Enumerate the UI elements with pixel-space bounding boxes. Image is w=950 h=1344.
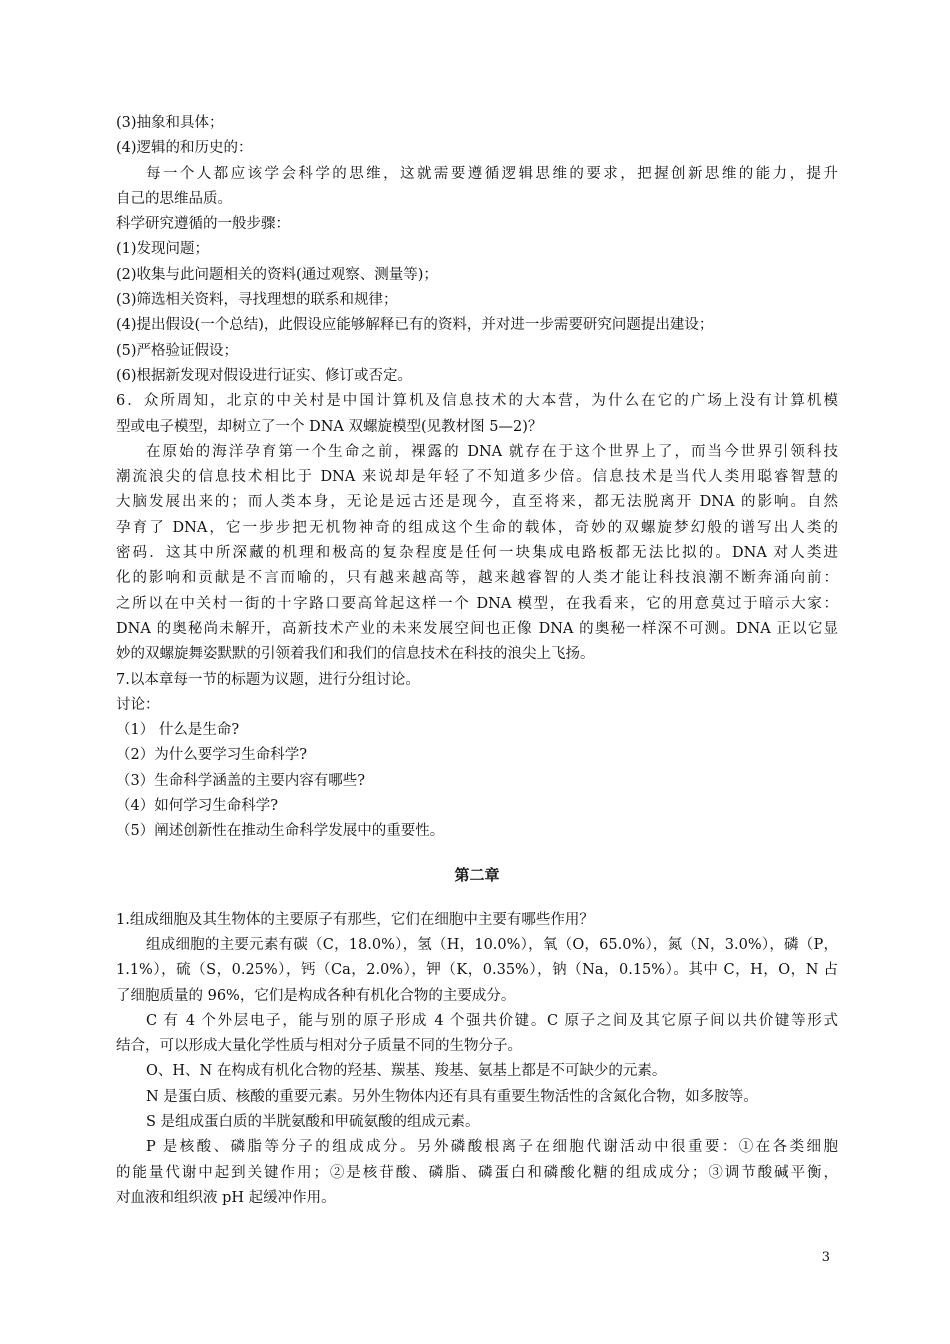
step-item: (4)提出假设(一个总结)，此假设应能够解释已有的资料，并对进一步需要研究问题提出建设； [116, 317, 714, 334]
step-item: (1)发现问题； [116, 241, 210, 258]
answer-line: 在原始的海洋孕育第一个生命之前，裸露的 DNA 就存在于这个世界上了，而当今世界引领科技 [146, 443, 838, 460]
paragraph-line: 每一个人都应该学会科学的思维，这就需要遵循逻辑思维的要求，把握创新思维的能力，提升 [146, 165, 838, 182]
paragraph-line: 自己的思维品质。 [116, 190, 232, 207]
paragraph-line: 1.1%），硫（S，0.25%），钙（Ca，2.0%），钾（K，0.35%），钠（Na，0.15%）。其中 C，H，O，N 占 [116, 962, 838, 979]
paragraph-line: P 是核酸、磷脂等分子的组成成分。另外磷酸根离子在细胞代谢活动中很重要：①在各类细胞 [146, 1139, 838, 1156]
discussion-item: （2）为什么要学习生命科学? [116, 747, 307, 764]
answer-line: 化的影响和贡献是不言而喻的，只有越来越高等，越来越睿智的人类才能让科技浪潮不断奔涌向前： [116, 570, 838, 587]
chapter-title: 第二章 [454, 865, 500, 884]
answer-line: 大脑发展出来的；而人类本身，无论是远古还是现今，直至将来，都无法脱离开 DNA 的影响。自然 [116, 494, 838, 511]
paragraph-line: 的能量代谢中起到关键作用；②是核苷酸、磷脂、磷蛋白和磷酸化糖的组成成分；③调节酸碱平衡， [116, 1164, 838, 1181]
answer-line: 孕育了 DNA，它一步步把无机物神奇的组成这个生命的载体，奇妙的双螺旋梦幻般的谱写出人类的 [116, 519, 838, 536]
answer-line: 密码．这其中所深藏的机理和极高的复杂程度是任何一块集成电路板都无法比拟的。DNA 对人类进 [116, 545, 838, 562]
step-item: (5)严格验证假设； [116, 342, 239, 359]
question-7: 7.以本章每一节的标题为议题，进行分组讨论。 [116, 671, 420, 688]
paragraph-line: 对血液和组织液 pH 起缓冲作用。 [116, 1189, 336, 1206]
answer-line: 潮流浪尖的信息技术相比于 DNA 来说却是年轻了不知道多少倍。信息技术是当代人类用聪睿智慧的 [116, 469, 838, 486]
discussion-item: （5）阐述创新性在推动生命科学发展中的重要性。 [116, 823, 445, 840]
paragraph-line: N 是蛋白质、核酸的重要元素。另外生物体内还有具有重要生物活性的含氮化合物，如多胺等。 [146, 1088, 758, 1105]
discussion-label: 讨论： [116, 696, 160, 713]
steps-title: 科学研究遵循的一般步骤： [116, 216, 290, 233]
discussion-item: （4）如何学习生命科学? [116, 798, 278, 815]
page-number: 3 [821, 1250, 830, 1265]
answer-line: DNA 的奥秘尚未解开，高新技术产业的未来发展空间也正像 DNA 的奥秘一样深不可测。DNA 正以它显 [116, 620, 838, 637]
paragraph-line: C 有 4 个外层电子，能与别的原子形成 4 个强共价键。C 原子之间及其它原子间以共价键等形式 [146, 1012, 838, 1029]
step-item: (2)收集与此问题相关的资料(通过观察、测量等)； [116, 266, 438, 283]
question-6-line: 型或电子模型，却树立了一个 DNA 双螺旋模型(见教材图 5—2)？ [116, 418, 543, 435]
discussion-item: （3）生命科学涵盖的主要内容有哪些? [116, 772, 365, 789]
step-item: (3)筛选相关资料，寻找理想的联系和规律； [116, 292, 398, 309]
paragraph-line: S 是组成蛋白质的半胱氨酸和甲硫氨酸的组成元素。 [146, 1113, 480, 1130]
paragraph-line: O、H、N 在构成有机化合物的羟基、羰基、羧基、氨基上都是不可缺少的元素。 [146, 1063, 667, 1080]
thinking-item: (4)逻辑的和历史的： [116, 140, 253, 157]
document-page [116, 111, 838, 1211]
paragraph-line: 结合，可以形成大量化学性质与相对分子质量不同的生物分子。 [116, 1038, 522, 1055]
paragraph-line: 了细胞质量的 96%，它们是构成各种有机化合物的主要成分。 [116, 987, 516, 1004]
chapter-question-1: 1.组成细胞及其生物体的主要原子有那些，它们在细胞中主要有哪些作用？ [116, 911, 594, 928]
answer-line: 妙的双螺旋舞姿默默的引领着我们和我们的信息技术在科技的浪尖上飞扬。 [116, 646, 595, 663]
step-item: (6)根据新发现对假设进行证实、修订或否定。 [116, 367, 413, 384]
question-6-line: 6．众所周知，北京的中关村是中国计算机及信息技术的大本营，为什么在它的广场上没有计算机模 [116, 393, 838, 410]
paragraph-line: 组成细胞的主要元素有碳（C，18.0%），氢（H，10.0%），氧（O，65.0%），氮（N，3.0%），磷（P， [146, 936, 838, 953]
answer-line: 之所以在中关村一街的十字路口要高耸起这样一个 DNA 模型，在我看来，它的用意莫过于暗示大家： [116, 595, 838, 612]
thinking-item: (3)抽象和具体； [116, 115, 224, 131]
discussion-item: （1） 什么是生命? [116, 722, 240, 739]
